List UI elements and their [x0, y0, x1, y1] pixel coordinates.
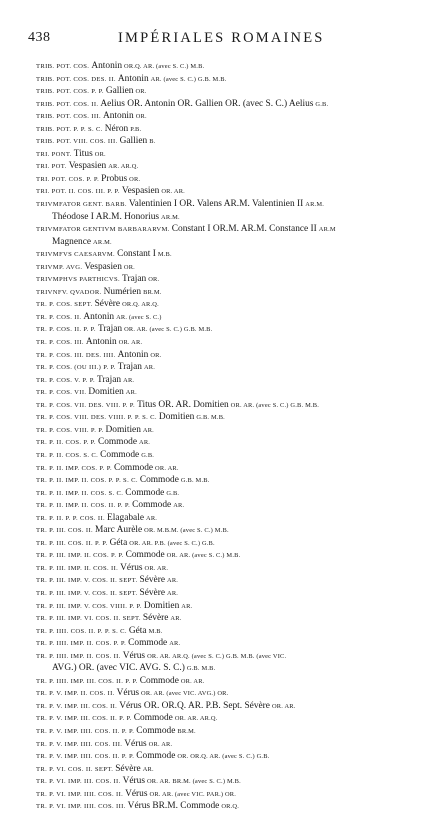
emperor-name: Antonin — [83, 311, 115, 322]
legend-text: TRIVMPHVS PARTHICVS. — [36, 276, 121, 284]
metal-notation: OR. — [123, 263, 135, 271]
metal-notation: OR. AR. AR.Q. (avec S. C.) G.B. M.B. (avec VIC. — [147, 652, 287, 660]
metal-notation: OR. AR. — [144, 564, 169, 572]
emperor-name: Commode — [136, 725, 176, 736]
list-item — [36, 712, 432, 725]
metal-notation: AR. — [123, 376, 135, 384]
legend-text: TR. P. VI. COS. II. SEPT. — [36, 765, 114, 773]
legend-text: TR. P. VI. IMP. IIII. COS. II. — [36, 790, 124, 798]
metal-notation: OR. AR. — [271, 702, 296, 710]
legend-text: TR. P. COS. II. P. P. — [36, 326, 96, 334]
list-item — [36, 562, 432, 575]
metal-notation: P.B. — [130, 125, 142, 133]
emperor-name: Trajan — [96, 374, 122, 385]
list-item — [36, 374, 432, 387]
emperor-name: Commode — [128, 638, 168, 649]
list-item — [36, 650, 432, 663]
list-item — [36, 73, 432, 86]
emperor-name: Numérien — [103, 286, 142, 297]
emperor-name: Antonin — [117, 73, 149, 84]
metal-notation: BR.M. — [143, 288, 162, 296]
emperor-name: Sévère — [139, 587, 165, 598]
legend-text: TR. P. IIII. IMP. II. COS. P. P. — [36, 640, 127, 648]
list-item — [36, 474, 432, 487]
list-item — [36, 411, 432, 424]
list-item — [36, 248, 432, 261]
metal-notation: B. — [149, 138, 156, 146]
emperor-name: Vérus — [120, 562, 143, 573]
legend-text: TR. P. IIII. IMP. II. COS. II. — [36, 652, 121, 660]
list-item — [36, 60, 432, 73]
list-item — [36, 600, 432, 613]
list-item — [36, 85, 432, 98]
metal-notation: OR. — [148, 276, 160, 284]
metal-notation: AR. — [143, 364, 156, 372]
emperor-name: Commode — [125, 487, 165, 498]
metal-notation: AR. — [173, 502, 185, 510]
metal-notation: OR. AR. (avec S. C.) G.B. M.B. — [230, 401, 320, 409]
emperor-name: Commode — [113, 462, 154, 473]
legend-text: TR. P. II. IMP. II. COS. P. P. S. C. — [36, 477, 138, 485]
list-item-continuation — [36, 662, 432, 675]
metal-notation: OR. AR. — [161, 188, 185, 196]
legend-text: TR. P. COS. (OU III.) P. P. — [36, 364, 116, 372]
metal-notation: OR. AR. (avec VIC. AVG.) OR. — [141, 690, 229, 698]
metal-notation: AR.M. — [93, 238, 112, 246]
legend-text: TRIVMFVS CAESARVM. — [36, 251, 116, 259]
metal-notation: OR. AR. — [148, 740, 173, 748]
emperor-name: Géta — [109, 537, 128, 548]
legend-text: TRI. POT. — [36, 163, 67, 171]
list-item — [36, 725, 432, 738]
legend-text: TR. P. VI. IMP. IIII. COS. III. — [36, 803, 126, 811]
emperor-name: Elagabale — [107, 512, 144, 523]
emperor-name: Commode — [132, 500, 172, 511]
emperor-name: Titus OR. AR. Domitien — [137, 399, 229, 410]
legend-text: TRIB. POT. COS. P. P. — [36, 88, 104, 96]
metal-notation: AR. (avec S. C.) — [116, 313, 162, 321]
emperor-name: Commode — [100, 449, 140, 460]
list-item — [36, 148, 432, 161]
metal-notation: OR. AR. P.B. (avec S. C.) G.B. — [129, 539, 215, 547]
metal-notation: OR. OR.Q. AR. (avec S. C.) G.B. — [177, 753, 270, 761]
list-item — [36, 800, 432, 813]
list-item — [36, 587, 432, 600]
list-item — [36, 763, 432, 776]
emperor-name: Vérus — [116, 688, 140, 699]
metal-notation: OR. AR. AR.Q. — [174, 715, 218, 723]
metal-notation: OR. AR. (avec VIC. PAR.) OR. — [149, 790, 237, 798]
metal-notation: G.B. M.B. — [186, 665, 216, 673]
list-item — [36, 173, 432, 186]
list-item — [36, 487, 432, 500]
legend-text: TR. P. III. IMP. II. COS. II. — [36, 564, 119, 572]
emperor-name: Domitien — [158, 412, 195, 423]
emperor-name: Antonin — [85, 337, 117, 348]
emperor-name: Vérus — [125, 788, 148, 799]
metal-notation: OR. — [129, 175, 141, 183]
emperor-name: Domitien — [143, 600, 180, 611]
metal-notation: OR. M.B.M. (avec S. C.) M.B. — [144, 527, 229, 535]
metal-notation: G.B. — [166, 489, 180, 497]
page-number: 438 — [28, 30, 51, 45]
legend-text: TR. P. COS. VIII. DES. VIIII. P. P. S. C. — [36, 414, 157, 422]
metal-notation: AR.M — [318, 226, 336, 234]
legend-text: TR. P. II. IMP. II. COS. II. P. P. — [36, 502, 131, 510]
metal-notation: OR. AR. (avec S. C.) M.B. — [166, 552, 241, 560]
list-item — [36, 311, 432, 324]
emperor-name: Commode — [97, 437, 137, 448]
metal-notation: AR. — [167, 589, 179, 597]
metal-notation: AR. — [142, 765, 154, 773]
metal-notation: M.B. — [148, 627, 163, 635]
metal-notation: OR.Q. AR.Q. — [122, 301, 159, 309]
emperor-name: Néron — [104, 123, 129, 134]
list-item — [36, 323, 432, 336]
metal-notation: OR. — [150, 351, 162, 359]
emperor-name: Vérus — [122, 650, 146, 661]
list-item — [36, 436, 432, 449]
legend-text: TR. P. II. IMP. II. COS. S. C. — [36, 489, 124, 497]
metal-notation: OR. — [135, 113, 147, 121]
list-item-continuation — [36, 236, 432, 249]
legend-text: TR. P. V. IMP. IIII. COS. II. P. P. — [36, 727, 135, 735]
legend-text: TRIVMP. AVG. — [36, 263, 83, 271]
list-item — [36, 549, 432, 562]
legend-text: TRIVNFV. QVADOR. — [36, 288, 102, 296]
list-item — [36, 625, 432, 638]
list-item — [36, 700, 432, 713]
metal-notation: AR. — [167, 577, 179, 585]
metal-notation: BR.M. — [177, 727, 196, 735]
list-item — [36, 449, 432, 462]
list-item — [36, 524, 432, 537]
list-item — [36, 637, 432, 650]
emperor-name: Gallien — [105, 86, 134, 97]
metal-notation: OR. AR. (avec S. C.) G.B. M.B. — [124, 326, 213, 334]
legend-text: TR. P. COS. SEPT. — [36, 301, 93, 309]
page-header — [28, 30, 426, 50]
emperor-name: AVG.) OR. (avec VIC. AVG. S. C.) — [52, 663, 185, 674]
metal-notation: OR. AR. — [155, 464, 179, 472]
list-item — [36, 775, 432, 788]
running-title: IMPÉRIALES ROMAINES — [118, 30, 325, 46]
legend-text: TR. P. COS. VII. DES. VIII. P. P. — [36, 401, 136, 409]
emperor-name: Antonin — [91, 61, 123, 71]
legend-text: TRIB. POT. COS. DES. II. — [36, 75, 116, 83]
list-item — [36, 273, 432, 286]
legend-text: TR. P. V. IMP. IIII. COS. II. P. P. — [36, 753, 135, 761]
emperor-name: Valentinien I OR. Valens AR.M. Valentinien II — [128, 199, 304, 210]
legend-text: TR. P. COS. III. — [36, 339, 84, 347]
emperor-name: Marc Aurèle — [95, 525, 143, 536]
list-item — [36, 160, 432, 173]
list-item — [36, 462, 432, 475]
list-item — [36, 424, 432, 437]
list-item — [36, 399, 432, 412]
emperor-name: Commode — [139, 675, 179, 686]
list-item — [36, 361, 432, 374]
emperor-name: Vespasien — [68, 161, 107, 172]
metal-notation: G.B. — [141, 451, 155, 459]
emperor-name: Vérus BR.M. Commode — [127, 801, 220, 812]
legend-text: TR. P. COS. V. P. P. — [36, 376, 95, 384]
emperor-name: Vespasien — [121, 186, 160, 197]
list-item — [36, 336, 432, 349]
legend-text: TR. P. V. IMP. IIII. COS. III. — [36, 740, 123, 748]
metal-notation: G.B. M.B. — [180, 477, 210, 485]
metal-notation: M.B. — [157, 251, 172, 259]
legend-text: TRI. POT. II. COS. III. P. P. — [36, 188, 120, 196]
legend-text: TR. P. VI. IMP. III. COS. II. — [36, 778, 121, 786]
legend-text: TR. P. COS. III. DES. IIII. — [36, 351, 116, 359]
legend-text: TR. P. II. P. P. COS. II. — [36, 514, 106, 522]
emperor-name: Trajan — [122, 274, 147, 285]
list-item — [36, 788, 432, 801]
metal-notation: G.B. — [315, 100, 329, 108]
emperor-name: Commode — [125, 550, 165, 561]
list-item — [36, 98, 432, 111]
list-item — [36, 123, 432, 136]
legend-text: TR. P. III. COS. II. P. P. — [36, 539, 108, 547]
list-item — [36, 738, 432, 751]
emperor-name: Constant I — [117, 249, 156, 260]
emperor-name: Aelius OR. Antonin OR. Gallien OR. (avec S. C.) Aelius — [100, 98, 314, 109]
metal-notation: AR. — [181, 602, 193, 610]
metal-notation: OR. AR. BR.M. (avec S. C.) M.B. — [146, 778, 241, 786]
emperor-name: Vérus — [124, 738, 147, 749]
legend-text: TR. P. III. COS. II. — [36, 527, 94, 535]
legend-text: TR. P. COS. II. — [36, 313, 82, 321]
metal-notation: AR. AR.Q. — [108, 163, 139, 171]
metal-notation: AR.M. — [161, 213, 180, 221]
legend-text: TR. P. III. IMP. V. COS. VIIII. P. P. — [36, 602, 142, 610]
legend-text: TR. P. COS. VII. — [36, 389, 87, 397]
emperor-name: Antonin — [117, 349, 149, 360]
metal-notation: AR. — [170, 615, 182, 623]
legend-text: TR. P. III. IMP. V. COS. II. SEPT. — [36, 577, 138, 585]
legend-text: TR. P. II. IMP. COS. P. P. — [36, 464, 112, 472]
list-item — [36, 499, 432, 512]
emperor-name: Gallien — [119, 136, 148, 147]
list-item — [36, 537, 432, 550]
emperor-name: Vérus OR. OR.Q. AR. P.B. Sept. Sévère — [119, 700, 270, 711]
emperor-name: Domitien — [88, 387, 124, 398]
legend-text: TR. P. III. IMP. II. COS. P. P. — [36, 552, 124, 560]
legend-text: TR. P. V. IMP. II. COS. II. — [36, 690, 115, 698]
list-item — [36, 223, 432, 236]
legend-text: TRIVMFATOR GENTIVM BARBARARVM. — [36, 226, 170, 234]
metal-notation: AR. — [169, 640, 181, 648]
list-item — [36, 612, 432, 625]
emperor-name: Géta — [128, 625, 147, 636]
emperor-name: Constant I OR.M. AR.M. Constance II — [171, 224, 317, 235]
emperor-name: Sévère — [142, 613, 169, 624]
emperor-name: Magnence — [52, 236, 92, 247]
legend-text: TRIB. POT. COS. II. — [36, 100, 99, 108]
list-item — [36, 574, 432, 587]
legend-text: TRI. POT. COS. P. P. — [36, 175, 100, 183]
emperor-name: Sévère — [115, 763, 141, 774]
list-item — [36, 298, 432, 311]
emperor-name: Domitien — [105, 424, 141, 435]
legend-text: TR. P. COS. VIII. P. P. — [36, 426, 104, 434]
metal-notation: OR. AR. — [118, 339, 143, 347]
list-item — [36, 386, 432, 399]
legend-text: TR. P. IIII. COS. II. P. P. S. C. — [36, 627, 127, 635]
metal-notation: AR. (avec S. C.) G.B. M.B. — [150, 75, 227, 83]
list-item — [36, 261, 432, 274]
emperor-name: Commode — [139, 475, 179, 486]
metal-notation: AR. — [125, 389, 137, 397]
emperor-name: Titus — [73, 148, 93, 159]
metal-notation: OR.Q. AR. (avec S. C.) M.B. — [124, 63, 205, 70]
metal-notation: AR.M. — [305, 201, 325, 209]
legend-text: TRIB. POT. COS. III. — [36, 113, 101, 121]
metal-notation: OR. AR. — [180, 677, 205, 685]
legend-text: TR. P. V. IMP. III. COS. II. P. P. — [36, 715, 132, 723]
legend-text: TR. P. V. IMP. III. COS. II. — [36, 702, 118, 710]
legend-list — [36, 60, 432, 813]
emperor-name: Vérus — [122, 776, 145, 787]
metal-notation: AR. — [142, 426, 154, 434]
emperor-name: Théodose I AR.M. Honorius — [52, 211, 160, 222]
list-item — [36, 512, 432, 525]
emperor-name: Trajan — [97, 324, 123, 335]
metal-notation: AR. — [146, 514, 158, 522]
legend-text: TRIB. POT. COS. — [36, 63, 90, 70]
emperor-name: Sévère — [94, 299, 121, 310]
metal-notation: OR. — [94, 150, 106, 158]
list-item — [36, 687, 432, 700]
legend-text: TRIB. POT. P. P. S. C. — [36, 125, 103, 133]
list-item-continuation — [36, 211, 432, 224]
legend-text: TR. P. III. IMP. V. COS. II. SEPT. — [36, 589, 138, 597]
legend-text: TRIVMFATOR GENT. BARB. — [36, 201, 127, 209]
metal-notation: G.B. M.B. — [196, 414, 225, 422]
list-item — [36, 675, 432, 688]
legend-text: TRIB. POT. VIII. COS. III. — [36, 138, 118, 146]
emperor-name: Vespasien — [84, 261, 122, 272]
emperor-name: Trajan — [117, 362, 142, 373]
emperor-name: Commode — [133, 713, 173, 724]
list-item — [36, 185, 432, 198]
list-item — [36, 135, 432, 148]
legend-text: TRI. PONT. — [36, 150, 72, 158]
list-item — [36, 750, 432, 763]
emperor-name: Commode — [136, 751, 176, 762]
legend-text: TR. P. IIII. IMP. III. COS. II. P. P. — [36, 677, 138, 685]
metal-notation: AR. — [139, 439, 151, 447]
list-item — [36, 110, 432, 123]
metal-notation: OR.Q. — [221, 803, 240, 811]
emperor-name: Antonin — [102, 111, 134, 122]
legend-text: TR. P. III. IMP. VI. COS. II. SEPT. — [36, 615, 141, 623]
list-item — [36, 349, 432, 362]
list-item — [36, 286, 432, 299]
metal-notation: OR. — [135, 88, 147, 96]
list-item — [36, 198, 432, 211]
emperor-name: Sévère — [139, 575, 165, 586]
legend-text: TR. P. II. COS. S. C. — [36, 451, 99, 459]
legend-text: TR. P. II. COS. P. P. — [36, 439, 96, 447]
emperor-name: Probus — [101, 173, 128, 184]
